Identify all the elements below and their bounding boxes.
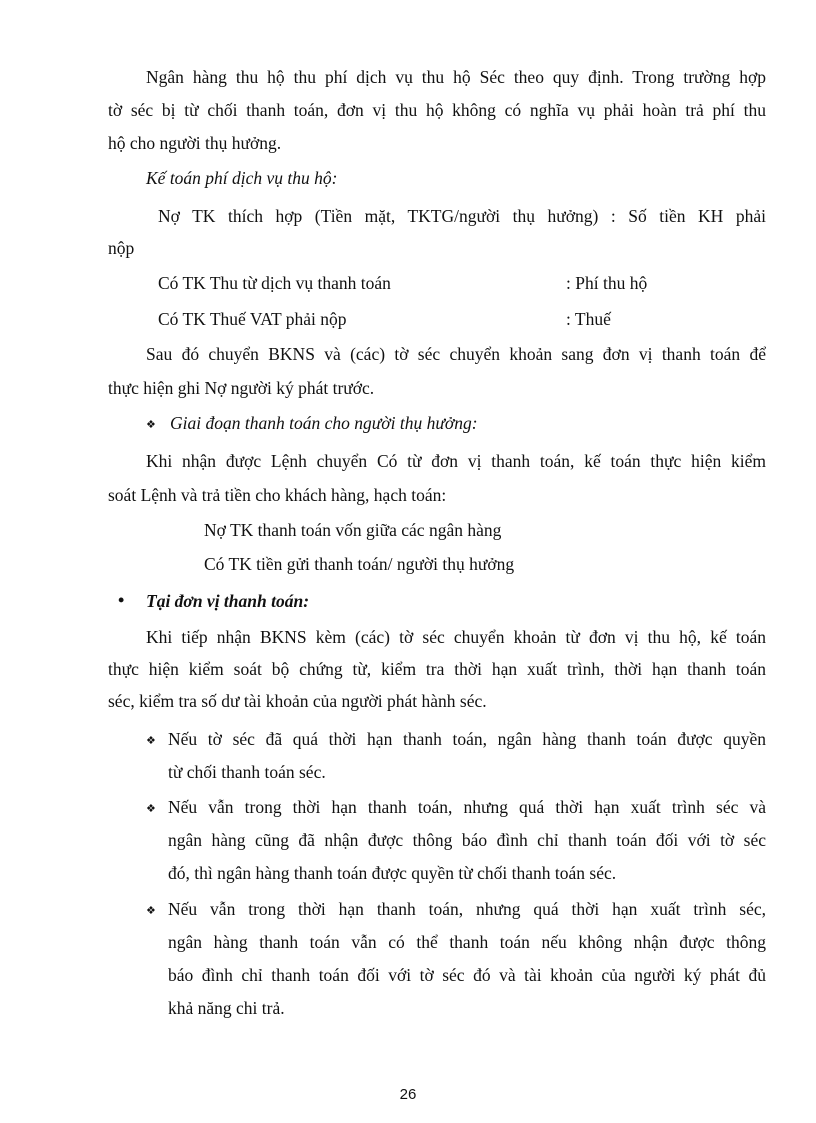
paragraph-transfer-line: Sau đó chuyển BKNS và (các) tờ séc chuyển khoản sang đơn vị thanh toán để: [146, 344, 766, 364]
bullet-dot-icon: •: [118, 590, 125, 610]
bullet-line: khả năng chi trả.: [168, 998, 285, 1018]
fee-debit-entry-cont: nộp: [108, 238, 135, 258]
fee-accounting-heading: Kế toán phí dịch vụ thu hộ:: [146, 168, 338, 188]
paragraph-fee-line: hộ cho người thụ hưởng.: [108, 133, 282, 153]
bullet-line: từ chối thanh toán séc.: [168, 762, 326, 782]
fee-debit-entry: Nợ TK thích hợp (Tiền mặt, TKTG/người thụ hưởng) : Số tiền KH phải: [158, 206, 766, 226]
fee-credit-amount: : Phí thu hộ: [566, 273, 648, 293]
bullet-line: Nếu vẫn trong thời hạn thanh toán, nhưng quá thời hạn xuất trình séc,: [168, 899, 766, 919]
bullet-line: ngân hàng cũng đã nhận được thông báo đình chỉ thanh toán đối với tờ séc: [168, 830, 766, 850]
fee-credit-account: Có TK Thu từ dịch vụ thanh toán: [158, 273, 391, 293]
diamond-bullet-icon: ❖: [146, 735, 156, 747]
bullet-line: đó, thì ngân hàng thanh toán được quyền từ chối thanh toán séc.: [168, 863, 617, 883]
payment-debit-entry: Nợ TK thanh toán vốn giữa các ngân hàng: [204, 520, 502, 540]
vat-credit-account: Có TK Thuế VAT phải nộp: [158, 309, 347, 329]
paragraph-fee-line: Ngân hàng thu hộ thu phí dịch vụ thu hộ Séc theo quy định. Trong trường hợp: [146, 67, 766, 87]
page-number: 26: [399, 1086, 417, 1103]
paragraph-fee-line: tờ séc bị từ chối thanh toán, đơn vị thu hộ không có nghĩa vụ phải hoàn trả phí thu: [108, 100, 766, 120]
paragraph-control-line: thực hiện kiểm soát bộ chứng từ, kiểm tra thời hạn xuất trình, thời hạn thanh toán: [108, 659, 766, 679]
paragraph-control-line: Khi tiếp nhận BKNS kèm (các) tờ séc chuyển khoản từ đơn vị thu hộ, kế toán: [146, 627, 766, 647]
diamond-bullet-icon: ❖: [146, 803, 156, 815]
paragraph-transfer-line: thực hiện ghi Nợ người ký phát trước.: [108, 378, 375, 398]
diamond-bullet-icon: ❖: [146, 905, 156, 917]
vat-credit-amount: : Thuế: [566, 309, 611, 329]
section-heading: Tại đơn vị thanh toán:: [146, 591, 310, 611]
paragraph-receive-line: Khi nhận được Lệnh chuyển Có từ đơn vị thanh toán, kế toán thực hiện kiểm: [146, 451, 766, 471]
bullet-line: ngân hàng thanh toán vẫn có thể thanh toán nếu không nhận được thông: [168, 932, 766, 952]
paragraph-receive-line: soát Lệnh và trả tiền cho khách hàng, hạch toán:: [108, 485, 447, 505]
bullet-line: Nếu vẫn trong thời hạn thanh toán, nhưng quá thời hạn xuất trình séc và: [168, 797, 766, 817]
diamond-bullet-icon: ❖: [146, 419, 156, 431]
payment-credit-entry: Có TK tiền gửi thanh toán/ người thụ hưởng: [204, 554, 515, 574]
paragraph-control-line: séc, kiểm tra số dư tài khoản của người phát hành séc.: [108, 691, 487, 711]
bullet-line: Nếu tờ séc đã quá thời hạn thanh toán, ngân hàng thanh toán được quyền: [168, 729, 766, 749]
bullet-line: báo đình chỉ thanh toán đối với tờ séc đó và tài khoản của người ký phát đủ: [168, 965, 766, 985]
phase-heading: Giai đoạn thanh toán cho người thụ hưởng:: [170, 413, 478, 433]
